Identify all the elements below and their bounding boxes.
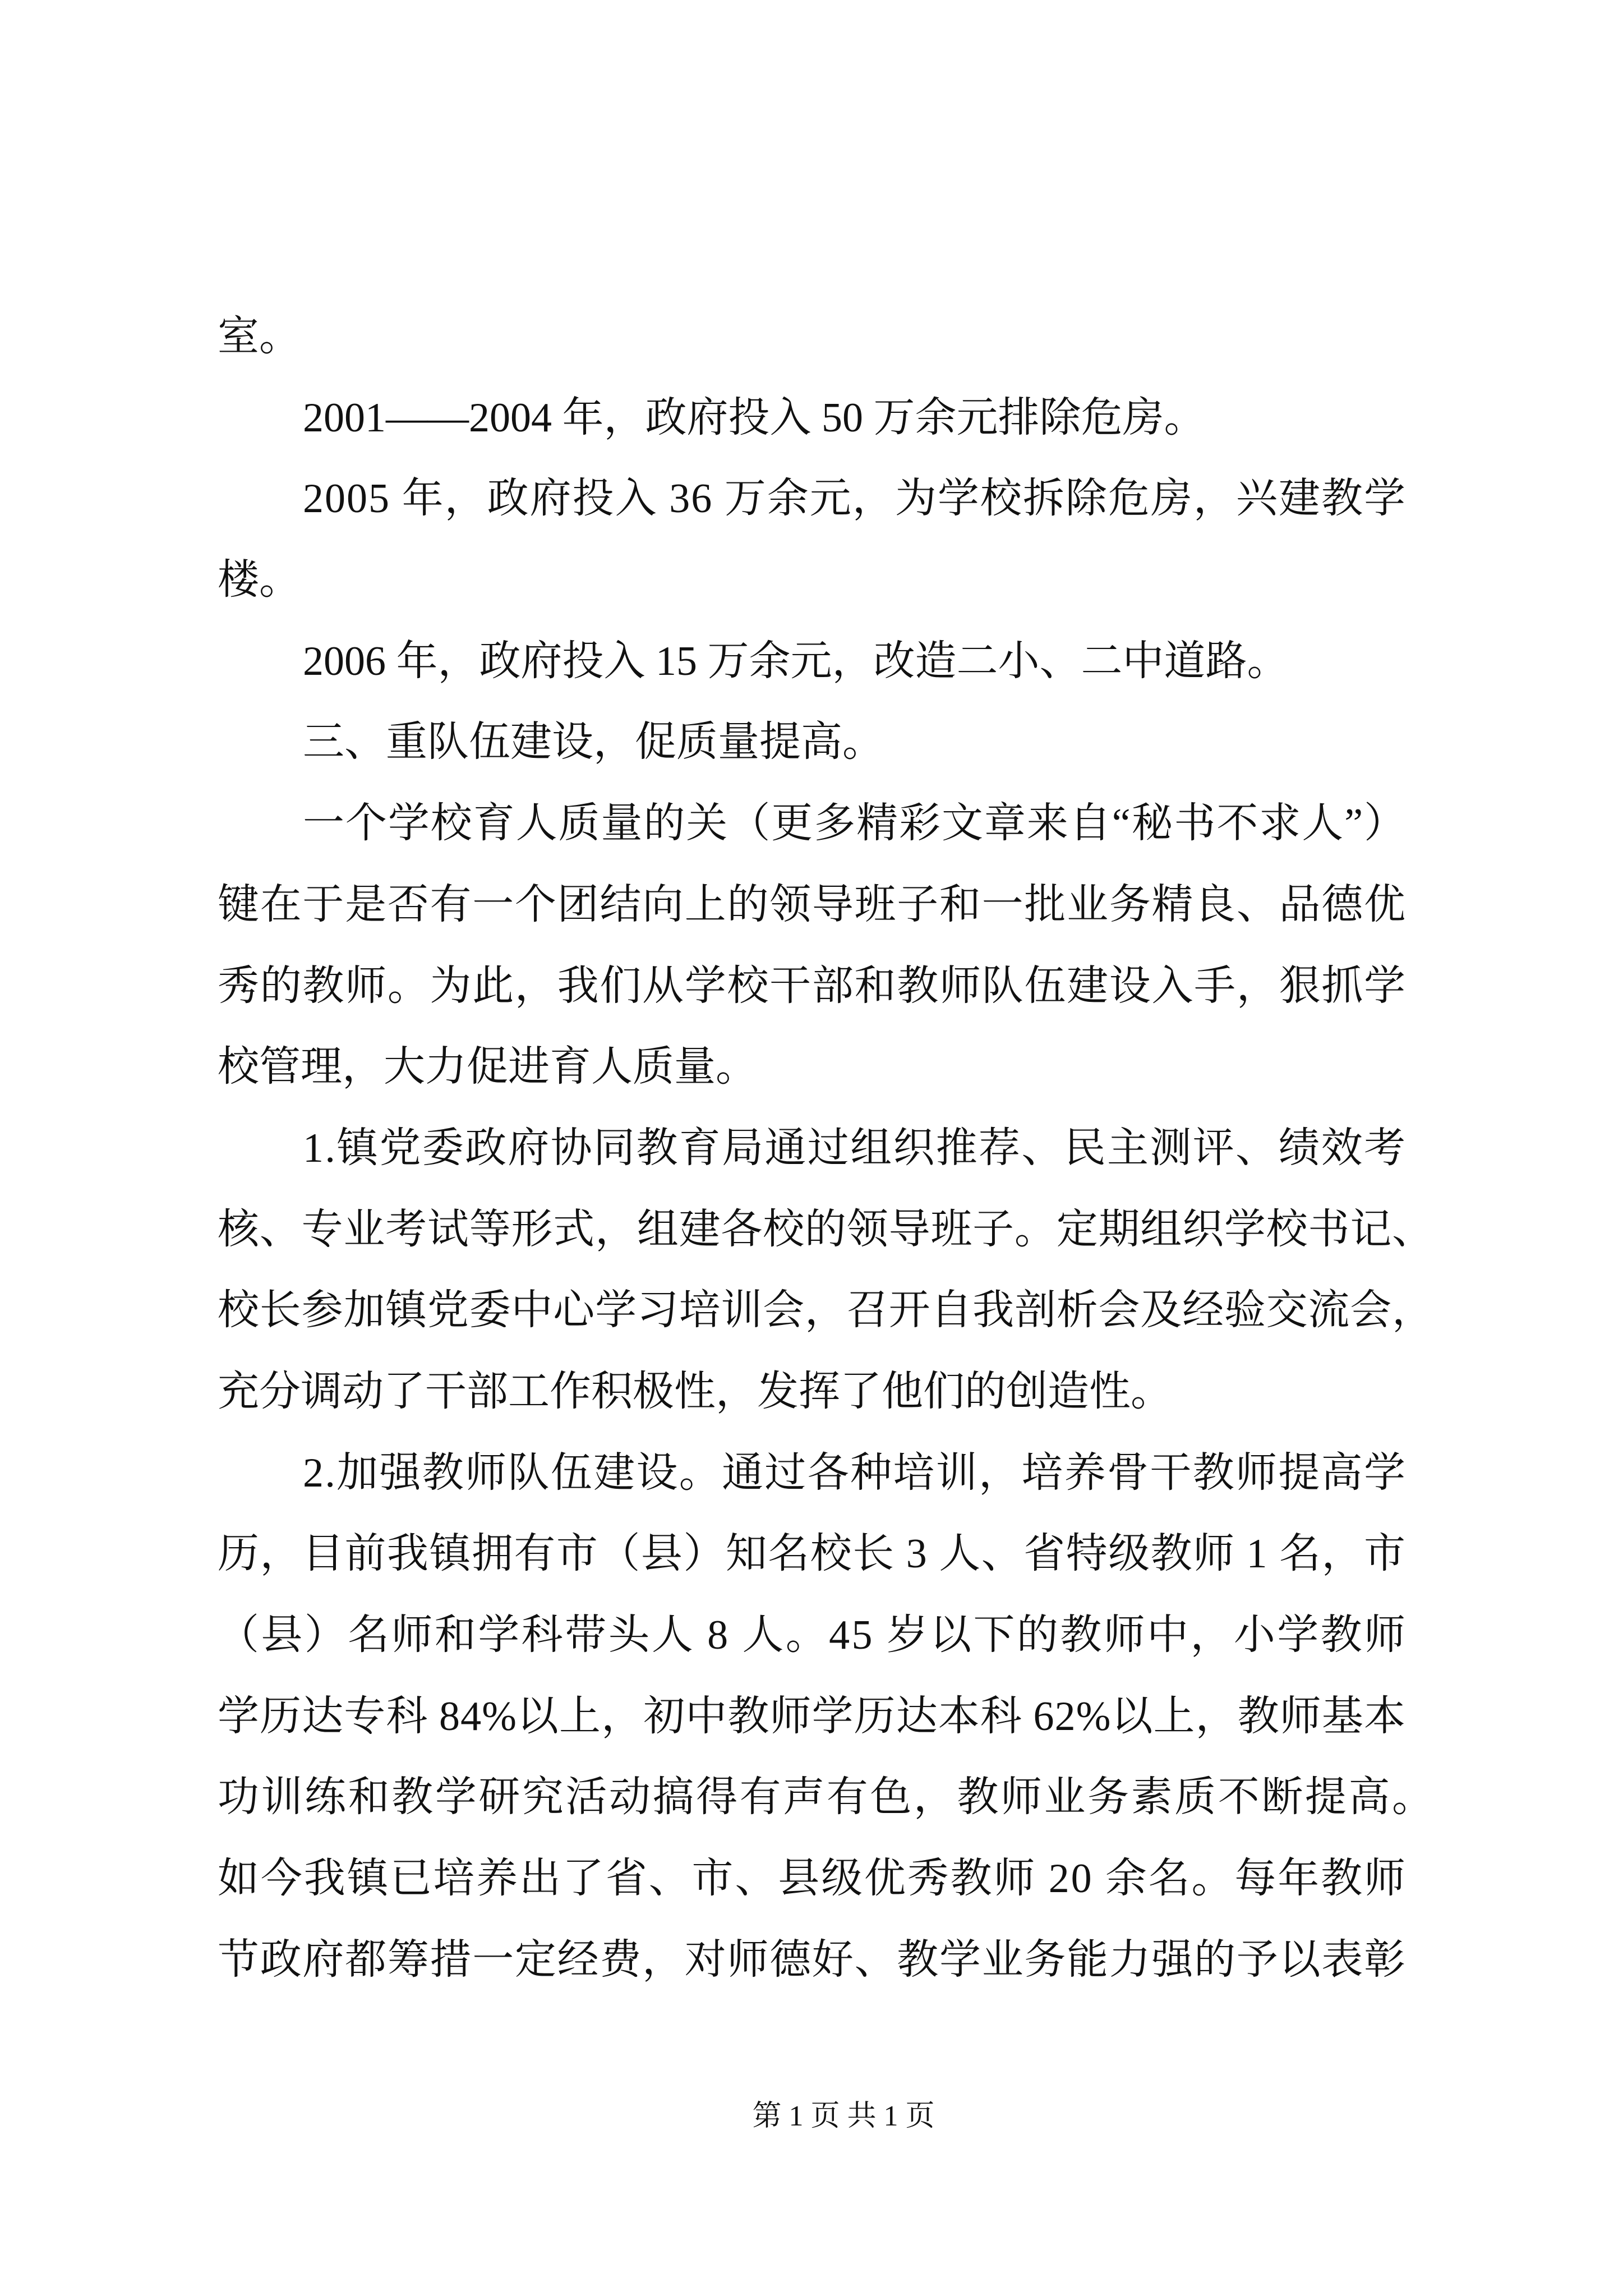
text-line: 节政府都筹措一定经费，对师德好、教学业务能力强的予以表彰 — [218, 1936, 1407, 1983]
text-line: 学历达专科 84%以上，初中教师学历达本科 62%以上，教师基本 — [218, 1693, 1407, 1740]
section-heading — [218, 702, 1405, 783]
text-line: 核、专业考试等形式，组建各校的领导班子。定期组织学校书记、 — [218, 1206, 1434, 1253]
text-line: 室。 — [218, 314, 301, 360]
text-line: 一个学校育人质量的关（更多精彩文章来自“秘书不求人”） — [303, 800, 1407, 847]
paragraph — [218, 1433, 1436, 2001]
text-line: 校管理，大力促进育人质量。 — [218, 1044, 757, 1091]
text-line: 功训练和教学研究活动搞得有声有色，教师业务素质不断提高。 — [218, 1774, 1436, 1821]
paragraph — [218, 378, 1405, 459]
body-text — [218, 296, 1436, 2000]
paragraph — [218, 458, 1405, 620]
text-line: 2006 年，政府投入 15 万余元，改造二小、二中道路。 — [303, 638, 1289, 684]
paragraph — [218, 783, 1405, 1108]
text-line: 如今我镇已培养出了省、市、县级优秀教师 20 余名。每年教师 — [218, 1856, 1407, 1902]
page-number-footer: 第 1 页 共 1 页 — [752, 2100, 935, 2132]
text-line: 2005 年，政府投入 36 万余元，为学校拆除危房，兴建教学 — [303, 476, 1407, 522]
text-line: 1.镇党委政府协同教育局通过组织推荐、民主测评、绩效考 — [303, 1125, 1407, 1171]
text-line: 键在于是否有一个团结向上的领导班子和一批业务精良、品德优 — [218, 881, 1407, 928]
text-line: （县）名师和学科带头人 8 人。45 岁以下的教师中，小学教师 — [218, 1612, 1408, 1658]
text-line: 校长参加镇党委中心学习培训会，召开自我剖析会及经验交流会， — [218, 1287, 1434, 1334]
text-line: 2.加强教师队伍建设。通过各种培训，培养骨干教师提高学 — [303, 1450, 1407, 1496]
text-line: 秀的教师。为此，我们从学校干部和教师队伍建设入手，狠抓学 — [218, 963, 1407, 1009]
paragraph — [218, 621, 1405, 702]
paragraph — [218, 1108, 1434, 1433]
text-line: 历，目前我镇拥有市（县）知名校长 3 人、省特级教师 1 名，市 — [218, 1531, 1407, 1577]
text-line: 2001——2004 年，政府投入 50 万余元排除危房。 — [303, 394, 1206, 441]
paragraph — [218, 296, 1405, 378]
text-line: 充分调动了干部工作积极性，发挥了他们的创造性。 — [218, 1368, 1172, 1415]
text-line: 三、重队伍建设，促质量提高。 — [303, 719, 884, 766]
text-line: 楼。 — [218, 557, 301, 604]
